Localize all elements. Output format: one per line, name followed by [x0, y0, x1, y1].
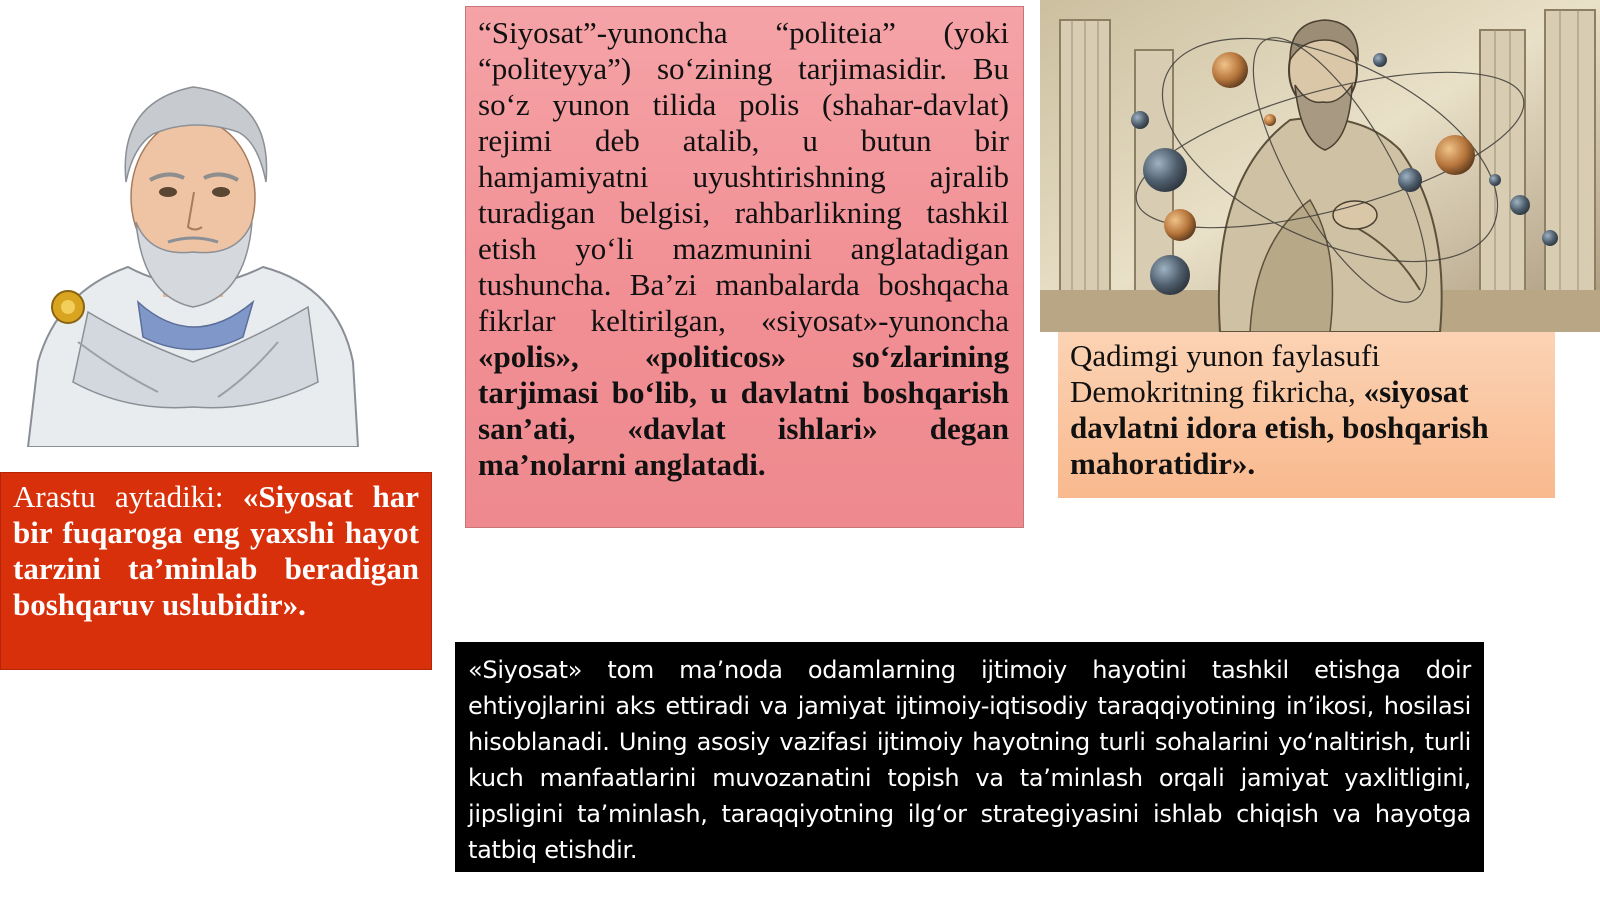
siyosat-bold-text: «polis», «politicos» so‘zlarining tarjimasi bo‘lib, u davlatni boshqarish san’ati, «davlat ishlari» degan ma’nolarni anglatadi.	[478, 339, 1009, 482]
demokrit-quote-box	[1058, 332, 1555, 498]
siyosat-meaning-text: «Siyosat» tom ma’noda odamlarning ijtimoiy hayotini tashkil etishga doir ehtiyojlarini aks ettiradi va jamiyat ijtimoiy-iqtisodiy taraqqiyotining in’ikosi, hosilasi hisoblanadi. Uning asosiy vazifasi ijtimoiy hayotning turli sohalarini yo‘naltirish, turli kuch manfaatlarini muvozanatini topish va ta’minlash orqali jamiyat yaxlitligini, jipsligini ta’minlash, taraqqiyotning ilg‘or strategiyasini ishlab chiqish va hayotga tatbiq etishdir.	[468, 656, 1471, 864]
arastu-quote: «Siyosat har bir fuqaroga eng yaxshi hayot tarzini ta’minlab beradigan boshqaruv uslubidir».	[13, 479, 419, 622]
demokrit-intro: Qadimgi yunon faylasufi Demokritning fikricha,	[1070, 338, 1380, 409]
philosopher-painting	[1040, 0, 1600, 332]
siyosat-definition-box	[465, 6, 1024, 528]
siyosat-text: “Siyosat”-yunoncha “politeia” (yoki “politeyya”) so‘zining tarjimasidir. Bu so‘z yunon tilida polis (shahar-davlat) rejimi deb atalib, u butun bir hamjamiyatni uyushtirishning ajralib turadigan belgisi, rahbarlikning tashkil etish yo‘li mazmunini anglatadigan tushuncha. Ba’zi manbalarda boshqacha fikrlar keltirilgan, «siyosat»-yunoncha	[478, 15, 1009, 338]
aristotle-portrait	[18, 62, 368, 447]
siyosat-meaning-box	[455, 642, 1484, 872]
arastu-quote-box	[0, 472, 432, 670]
arastu-intro: Arastu aytadiki:	[13, 479, 243, 514]
demokrit-quote: «siyosat davlatni idora etish, boshqarish mahoratidir».	[1070, 374, 1489, 481]
